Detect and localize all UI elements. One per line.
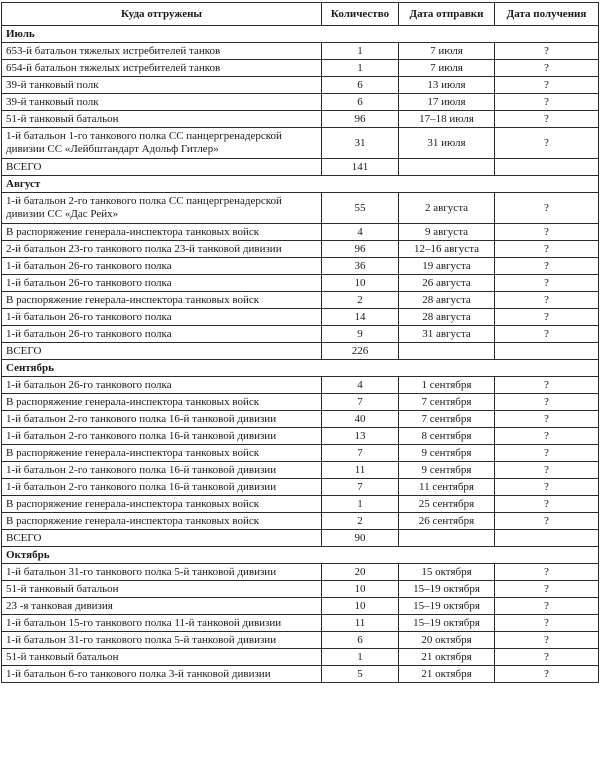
total-label: ВСЕГО: [2, 530, 322, 547]
destination-cell: В распоряжение генерала-инспектора танковых войск: [2, 445, 322, 462]
sent-date-cell: 15–19 октября: [399, 615, 495, 632]
quantity-cell: 6: [322, 632, 399, 649]
sent-date-cell: 1 сентября: [399, 377, 495, 394]
total-empty-cell: [495, 159, 599, 176]
received-date-cell: ?: [495, 94, 599, 111]
destination-cell: В распоряжение генерала-инспектора танковых войск: [2, 496, 322, 513]
received-date-cell: ?: [495, 513, 599, 530]
quantity-cell: 55: [322, 193, 399, 224]
total-empty-cell: [399, 530, 495, 547]
received-date-cell: ?: [495, 479, 599, 496]
table-row: [2, 649, 599, 666]
destination-cell: 1-й батальон 2-го танкового полка 16-й танковой дивизии: [2, 428, 322, 445]
table-row: [2, 128, 599, 159]
quantity-cell: 6: [322, 77, 399, 94]
section-title: Июль: [2, 26, 599, 43]
destination-cell: 1-й батальон 2-го танкового полка 16-й танковой дивизии: [2, 479, 322, 496]
header-row: [2, 3, 599, 26]
sent-date-cell: 9 сентября: [399, 445, 495, 462]
sent-date-cell: 20 октября: [399, 632, 495, 649]
table-row: [2, 496, 599, 513]
quantity-cell: 36: [322, 258, 399, 275]
sent-date-cell: 21 октября: [399, 649, 495, 666]
total-quantity: 226: [322, 343, 399, 360]
destination-cell: 1-й батальон 2-го танкового полка 16-й танковой дивизии: [2, 411, 322, 428]
sent-date-cell: 9 августа: [399, 224, 495, 241]
sent-date-cell: 13 июля: [399, 77, 495, 94]
destination-cell: В распоряжение генерала-инспектора танковых войск: [2, 394, 322, 411]
destination-cell: В распоряжение генерала-инспектора танковых войск: [2, 224, 322, 241]
table-row: [2, 462, 599, 479]
received-date-cell: ?: [495, 394, 599, 411]
sent-date-cell: 15–19 октября: [399, 598, 495, 615]
received-date-cell: ?: [495, 309, 599, 326]
received-date-cell: ?: [495, 241, 599, 258]
header-quantity: Количество: [322, 3, 399, 26]
received-date-cell: ?: [495, 411, 599, 428]
total-quantity: 141: [322, 159, 399, 176]
destination-cell: 1-й батальон 31-го танкового полка 5-й танковой дивизии: [2, 632, 322, 649]
table-row: [2, 241, 599, 258]
sent-date-cell: 19 августа: [399, 258, 495, 275]
sent-date-cell: 25 сентября: [399, 496, 495, 513]
header-received-date: Дата получения: [495, 3, 599, 26]
table-row: [2, 411, 599, 428]
section-header-row: [2, 547, 599, 564]
quantity-cell: 40: [322, 411, 399, 428]
total-empty-cell: [399, 159, 495, 176]
quantity-cell: 4: [322, 377, 399, 394]
sent-date-cell: 28 августа: [399, 309, 495, 326]
received-date-cell: ?: [495, 581, 599, 598]
received-date-cell: ?: [495, 615, 599, 632]
quantity-cell: 9: [322, 326, 399, 343]
destination-cell: В распоряжение генерала-инспектора танковых войск: [2, 292, 322, 309]
sent-date-cell: 31 июля: [399, 128, 495, 159]
destination-cell: 1-й батальон 26-го танкового полка: [2, 309, 322, 326]
shipments-table: [1, 2, 599, 683]
destination-cell: 23 -я танковая дивизия: [2, 598, 322, 615]
table-row: [2, 513, 599, 530]
sent-date-cell: 7 июля: [399, 60, 495, 77]
sent-date-cell: 26 августа: [399, 275, 495, 292]
sent-date-cell: 15–19 октября: [399, 581, 495, 598]
table-row: [2, 60, 599, 77]
table-row: [2, 581, 599, 598]
quantity-cell: 7: [322, 479, 399, 496]
table-row: [2, 394, 599, 411]
table-row: [2, 275, 599, 292]
destination-cell: 1-й батальон 26-го танкового полка: [2, 326, 322, 343]
table-row: [2, 445, 599, 462]
section-title: Август: [2, 176, 599, 193]
table-row: [2, 77, 599, 94]
total-row: [2, 530, 599, 547]
section-header-row: [2, 176, 599, 193]
received-date-cell: ?: [495, 666, 599, 683]
received-date-cell: ?: [495, 292, 599, 309]
quantity-cell: 2: [322, 513, 399, 530]
sent-date-cell: 17 июля: [399, 94, 495, 111]
sent-date-cell: 7 сентября: [399, 394, 495, 411]
quantity-cell: 20: [322, 564, 399, 581]
received-date-cell: ?: [495, 632, 599, 649]
quantity-cell: 7: [322, 445, 399, 462]
received-date-cell: ?: [495, 111, 599, 128]
quantity-cell: 31: [322, 128, 399, 159]
table-row: [2, 292, 599, 309]
destination-cell: 39-й танковый полк: [2, 94, 322, 111]
destination-cell: 653-й батальон тяжелых истребителей танков: [2, 43, 322, 60]
section-title: Сентябрь: [2, 360, 599, 377]
total-empty-cell: [495, 530, 599, 547]
received-date-cell: ?: [495, 462, 599, 479]
quantity-cell: 10: [322, 598, 399, 615]
table-body: [2, 26, 599, 683]
header-sent-date: Дата отправки: [399, 3, 495, 26]
section-header-row: [2, 26, 599, 43]
destination-cell: В распоряжение генерала-инспектора танковых войск: [2, 513, 322, 530]
quantity-cell: 14: [322, 309, 399, 326]
quantity-cell: 1: [322, 60, 399, 77]
sent-date-cell: 31 августа: [399, 326, 495, 343]
section-title: Октябрь: [2, 547, 599, 564]
destination-cell: 2-й батальон 23-го танкового полка 23-й танковой дивизии: [2, 241, 322, 258]
total-empty-cell: [399, 343, 495, 360]
quantity-cell: 4: [322, 224, 399, 241]
sent-date-cell: 11 сентября: [399, 479, 495, 496]
table-row: [2, 111, 599, 128]
table-row: [2, 479, 599, 496]
table-row: [2, 43, 599, 60]
destination-cell: 654-й батальон тяжелых истребителей танков: [2, 60, 322, 77]
received-date-cell: ?: [495, 598, 599, 615]
quantity-cell: 96: [322, 241, 399, 258]
destination-cell: 1-й батальон 31-го танкового полка 5-й танковой дивизии: [2, 564, 322, 581]
destination-cell: 1-й батальон 26-го танкового полка: [2, 275, 322, 292]
sent-date-cell: 17–18 июля: [399, 111, 495, 128]
destination-cell: 1-й батальон 26-го танкового полка: [2, 377, 322, 394]
destination-cell: 1-й батальон 1-го танкового полка СС панцергренадерской дивизии СС «Лейбштандарт Адольф Гитлер»: [2, 128, 322, 159]
received-date-cell: ?: [495, 128, 599, 159]
table-row: [2, 428, 599, 445]
sent-date-cell: 26 сентября: [399, 513, 495, 530]
destination-cell: 51-й танковый батальон: [2, 649, 322, 666]
destination-cell: 1-й батальон 2-го танкового полка СС панцергренадерской дивизии СС «Дас Рейх»: [2, 193, 322, 224]
received-date-cell: ?: [495, 445, 599, 462]
received-date-cell: ?: [495, 77, 599, 94]
received-date-cell: ?: [495, 496, 599, 513]
quantity-cell: 1: [322, 43, 399, 60]
quantity-cell: 11: [322, 615, 399, 632]
quantity-cell: 2: [322, 292, 399, 309]
received-date-cell: ?: [495, 275, 599, 292]
destination-cell: 1-й батальон 2-го танкового полка 16-й танковой дивизии: [2, 462, 322, 479]
sent-date-cell: 9 сентября: [399, 462, 495, 479]
table-row: [2, 258, 599, 275]
sent-date-cell: 12–16 августа: [399, 241, 495, 258]
destination-cell: 51-й танковый батальон: [2, 581, 322, 598]
received-date-cell: ?: [495, 377, 599, 394]
table-row: [2, 193, 599, 224]
sent-date-cell: 21 октября: [399, 666, 495, 683]
total-empty-cell: [495, 343, 599, 360]
received-date-cell: ?: [495, 564, 599, 581]
quantity-cell: 7: [322, 394, 399, 411]
table-row: [2, 615, 599, 632]
sent-date-cell: 28 августа: [399, 292, 495, 309]
received-date-cell: ?: [495, 43, 599, 60]
quantity-cell: 11: [322, 462, 399, 479]
quantity-cell: 13: [322, 428, 399, 445]
total-label: ВСЕГО: [2, 343, 322, 360]
received-date-cell: ?: [495, 326, 599, 343]
sent-date-cell: 7 июля: [399, 43, 495, 60]
total-label: ВСЕГО: [2, 159, 322, 176]
quantity-cell: 96: [322, 111, 399, 128]
header-destination: Куда отгружены: [2, 3, 322, 26]
received-date-cell: ?: [495, 428, 599, 445]
received-date-cell: ?: [495, 193, 599, 224]
table-row: [2, 94, 599, 111]
table-row: [2, 598, 599, 615]
sent-date-cell: 7 сентября: [399, 411, 495, 428]
destination-cell: 51-й танковый батальон: [2, 111, 322, 128]
table-row: [2, 377, 599, 394]
destination-cell: 39-й танковый полк: [2, 77, 322, 94]
received-date-cell: ?: [495, 224, 599, 241]
table-header: [2, 3, 599, 26]
quantity-cell: 1: [322, 496, 399, 513]
table-row: [2, 326, 599, 343]
quantity-cell: 5: [322, 666, 399, 683]
quantity-cell: 6: [322, 94, 399, 111]
total-row: [2, 159, 599, 176]
total-row: [2, 343, 599, 360]
sent-date-cell: 15 октября: [399, 564, 495, 581]
quantity-cell: 1: [322, 649, 399, 666]
table-row: [2, 224, 599, 241]
sent-date-cell: 8 сентября: [399, 428, 495, 445]
table-row: [2, 666, 599, 683]
quantity-cell: 10: [322, 581, 399, 598]
quantity-cell: 10: [322, 275, 399, 292]
destination-cell: 1-й батальон 15-го танкового полка 11-й танковой дивизии: [2, 615, 322, 632]
sent-date-cell: 2 августа: [399, 193, 495, 224]
table-row: [2, 632, 599, 649]
received-date-cell: ?: [495, 649, 599, 666]
destination-cell: 1-й батальон 26-го танкового полка: [2, 258, 322, 275]
section-header-row: [2, 360, 599, 377]
received-date-cell: ?: [495, 258, 599, 275]
table-row: [2, 309, 599, 326]
destination-cell: 1-й батальон 6-го танкового полка 3-й танковой дивизии: [2, 666, 322, 683]
received-date-cell: ?: [495, 60, 599, 77]
table-row: [2, 564, 599, 581]
total-quantity: 90: [322, 530, 399, 547]
